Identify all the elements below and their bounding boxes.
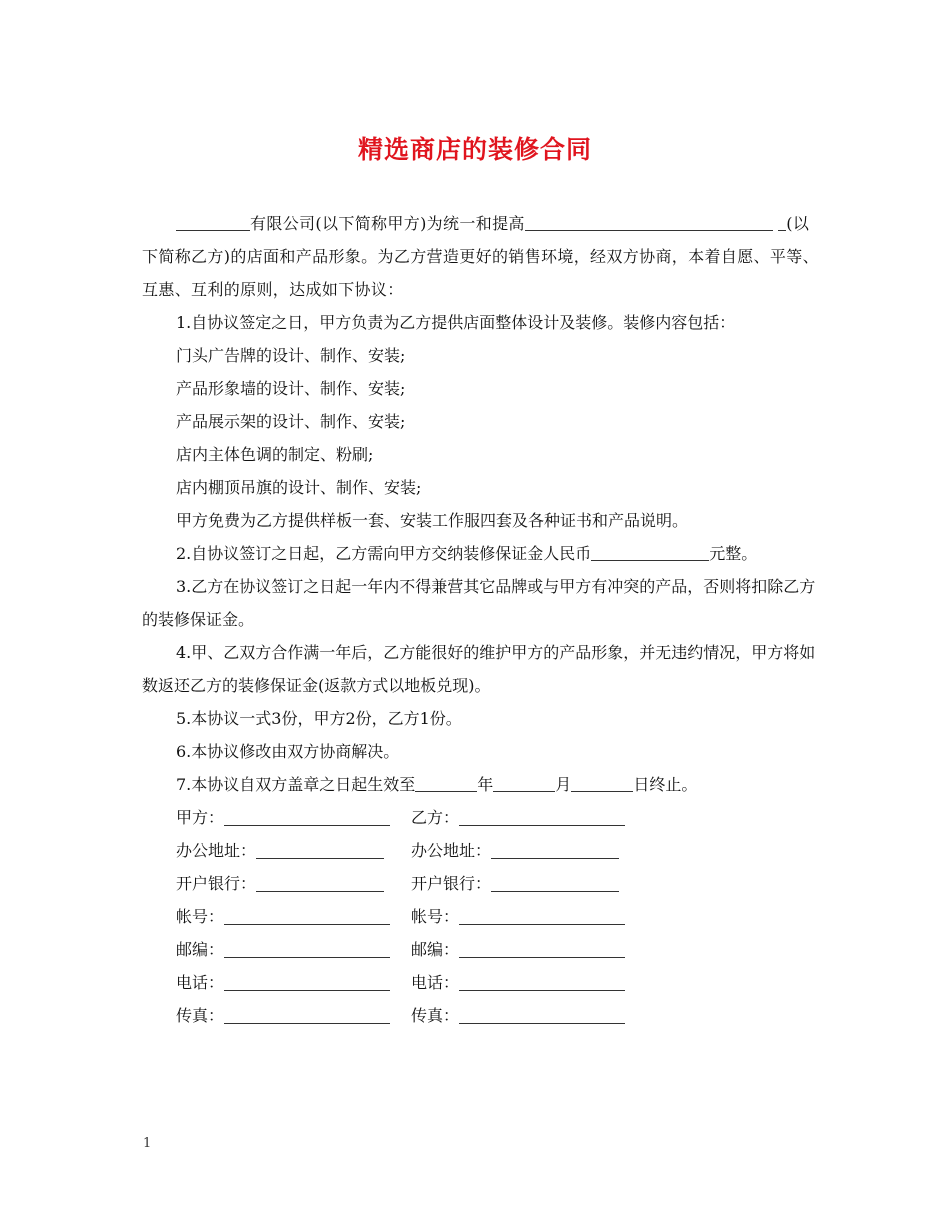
clause-4: 4.甲、乙双方合作满一年后，乙方能很好的维护甲方的产品形象，并无违约情况，甲方将如数返还乙方的装修保证金(返款方式以地板兑现)。 (142, 643, 816, 695)
document-title: 精选商店的装修合同 (357, 135, 592, 164)
blank-company-name (176, 212, 250, 231)
blank-day (571, 773, 633, 792)
clause-2-text: 2.自协议签订之日起，乙方需向甲方交纳装修保证金人民币 (176, 544, 592, 563)
signature-row (142, 966, 822, 999)
signature-party-a (176, 999, 411, 1032)
page-number: 1 (143, 1136, 152, 1151)
signature-party-b (411, 966, 646, 999)
signature-row (142, 801, 822, 834)
signature-blank (459, 974, 625, 991)
contract-body (142, 207, 822, 1032)
clause-1-item: 店内棚顶吊旗的设计、制作、安装; (176, 478, 422, 497)
signature-blank (256, 875, 384, 892)
signature-row (142, 900, 822, 933)
signature-party-b (411, 999, 646, 1032)
clause-1-item: 门头广告牌的设计、制作、安装; (176, 346, 406, 365)
signature-blank (224, 908, 390, 925)
signature-blank (256, 842, 384, 859)
clause-7-day: 日终止。 (633, 775, 698, 794)
signature-party-b (411, 867, 646, 900)
signature-label: 办公地址： (411, 841, 492, 860)
signature-party-b (411, 834, 646, 867)
signature-blank (491, 875, 619, 892)
signature-label: 乙方： (411, 808, 460, 827)
signature-party-b (411, 933, 646, 966)
clause-7-text: 7.本协议自双方盖章之日起生效至 (176, 775, 416, 794)
clause-5: 5.本协议一式3份，甲方2份，乙方1份。 (176, 709, 462, 728)
signature-label: 甲方： (176, 808, 225, 827)
signature-party-a (176, 834, 411, 867)
signature-label: 开户银行： (411, 874, 492, 893)
clause-7-month: 月 (555, 775, 572, 794)
signature-party-a (176, 966, 411, 999)
signature-label: 电话： (411, 973, 460, 992)
signature-blank (459, 908, 625, 925)
signature-label: 帐号： (176, 907, 225, 926)
clause-1-item: 甲方免费为乙方提供样板一套、安装工作服四套及各种证书和产品说明。 (176, 511, 689, 530)
clause-2-unit: 元整。 (709, 544, 758, 563)
signature-party-a (176, 801, 411, 834)
signature-blank (224, 1007, 390, 1024)
signature-label: 电话： (176, 973, 225, 992)
clause-2 (142, 537, 822, 570)
signature-label: 帐号： (411, 907, 460, 926)
signature-blank (224, 809, 390, 826)
signature-blank (459, 941, 625, 958)
clause-1-item: 产品形象墙的设计、制作、安装; (176, 379, 406, 398)
clause-7-year: 年 (477, 775, 494, 794)
signature-label: 邮编： (176, 940, 225, 959)
signature-block (142, 801, 822, 1032)
blank-partner-name (525, 212, 773, 231)
signature-blank (491, 842, 619, 859)
clause-1: 1.自协议签定之日，甲方负责为乙方提供店面整体设计及装修。装修内容包括： (176, 313, 736, 332)
signature-party-a (176, 933, 411, 966)
signature-blank (224, 974, 390, 991)
signature-blank (459, 1007, 625, 1024)
blank-deposit-amount (591, 542, 709, 561)
signature-row (142, 834, 822, 867)
signature-party-b (411, 801, 646, 834)
signature-row (142, 867, 822, 900)
clause-1-item: 店内主体色调的制定、粉刷; (176, 445, 374, 464)
blank-month (493, 773, 555, 792)
signature-blank (224, 941, 390, 958)
signature-party-a (176, 867, 411, 900)
signature-row (142, 999, 822, 1032)
clause-6: 6.本协议修改由双方协商解决。 (176, 742, 400, 761)
intro-part1: 有限公司(以下简称甲方)为统一和提高 (250, 214, 525, 233)
signature-party-a (176, 900, 411, 933)
signature-party-b (411, 900, 646, 933)
signature-blank (459, 809, 625, 826)
signature-label: 传真： (176, 1006, 225, 1025)
clause-3: 3.乙方在协议签订之日起一年内不得兼营其它品牌或与甲方有冲突的产品，否则将扣除乙方的装修保证金。 (142, 577, 816, 629)
clause-1-item: 产品展示架的设计、制作、安装; (176, 412, 406, 431)
signature-label: 邮编： (411, 940, 460, 959)
signature-label: 开户银行： (176, 874, 257, 893)
signature-label: 办公地址： (176, 841, 257, 860)
blank-year (415, 773, 477, 792)
signature-label: 传真： (411, 1006, 460, 1025)
intro-part2: (以下简称乙方)的店面和产品形象。为乙方营造更好的销售环境，经双方协商，本着自愿、平等、互惠、互利的原则，达成如下协议： (142, 214, 819, 299)
clause-7 (142, 768, 822, 801)
intro-paragraph (142, 207, 822, 306)
signature-row (142, 933, 822, 966)
